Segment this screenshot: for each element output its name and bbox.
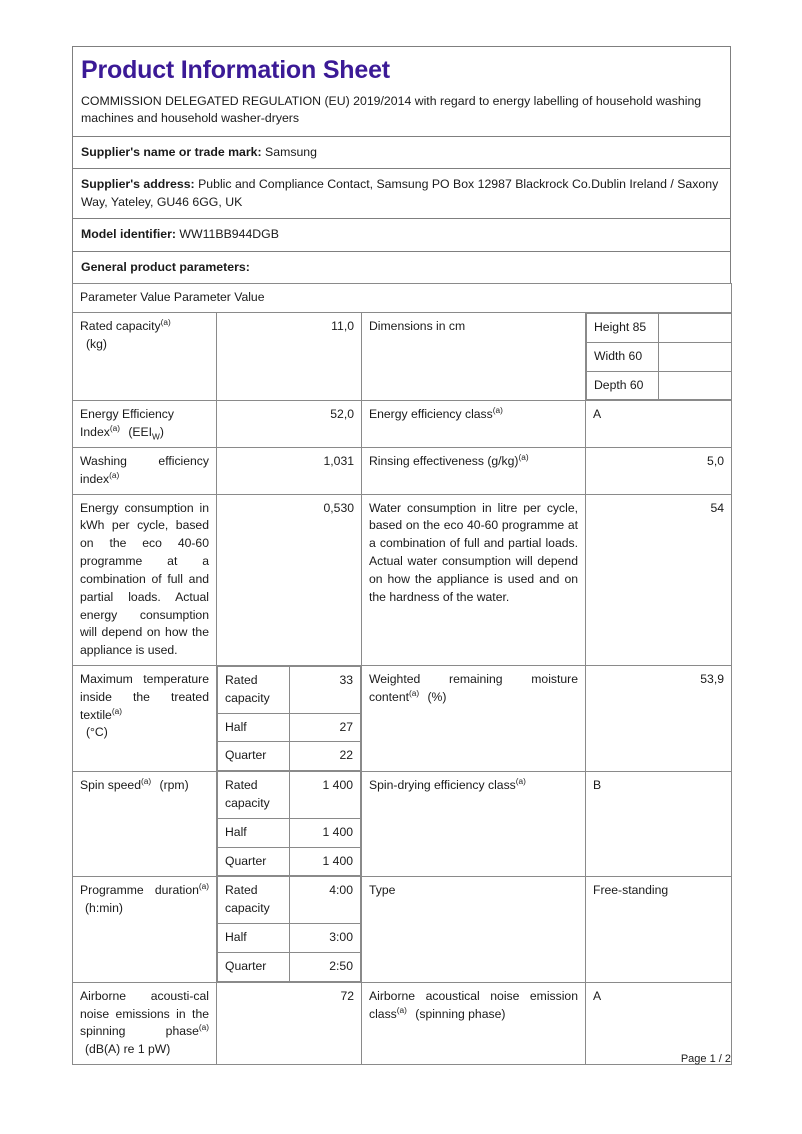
subrow-label: Quarter (218, 742, 290, 771)
energy-consumption-value: 0,530 (217, 494, 362, 665)
footnote-marker: (a) (515, 775, 526, 786)
model-identifier-value: WW11BB944DGB (179, 227, 279, 242)
subrow-value: 2:50 (290, 952, 361, 981)
subrow-rated-capacity (218, 772, 361, 819)
rated-capacity-unit: (kg) (86, 336, 107, 351)
rinsing-effectiveness-value: 5,0 (586, 448, 732, 495)
max-temperature-subtable-cell (217, 665, 362, 771)
subrow-rated-capacity (218, 666, 361, 713)
supplier-address-value: Public and Compliance Contact, Samsung PO Box 12987 Blackrock Co.Dublin Ireland / Saxony Way, Yateley, GU46 6GG, UK (81, 177, 719, 209)
washing-efficiency-value: 1,031 (217, 448, 362, 495)
subrow-label: Rated capacity (218, 772, 290, 819)
spin-drying-class-param-text: Spin-drying efficiency class (369, 777, 516, 792)
subrow-quarter (218, 847, 361, 876)
subrow-label: Rated capacity (218, 877, 290, 924)
subrow-value: 3:00 (290, 924, 361, 953)
model-identifier-label: Model identifier: (81, 227, 176, 242)
table-row-washing-efficiency-index (73, 448, 732, 495)
column-header-left: Parameter Value Parameter Value (73, 284, 362, 313)
subrow-label: Half (218, 713, 290, 742)
spin-speed-subtable-cell (217, 771, 362, 876)
footnote-marker: (a) (198, 880, 209, 891)
footnote-marker: (a) (396, 1004, 407, 1015)
rinsing-effectiveness-param (362, 448, 586, 495)
subrow-value: 4:00 (290, 877, 361, 924)
general-parameters-row (73, 251, 730, 283)
spin-drying-class-value: B (586, 771, 732, 876)
programme-duration-subtable-cell (217, 876, 362, 982)
footnote-marker: (a) (109, 423, 120, 434)
eei-symbol-close: ) (159, 425, 164, 440)
airborne-noise-unit: (dB(A) re 1 pW) (85, 1042, 171, 1057)
footnote-marker: (a) (141, 775, 152, 786)
footnote-marker: (a) (109, 469, 120, 480)
supplier-name-row (73, 136, 730, 168)
supplier-address-label: Supplier's address: (81, 177, 195, 192)
airborne-noise-class-value: A (586, 982, 732, 1064)
subrow-value: 1 400 (290, 772, 361, 819)
footnote-marker: (a) (198, 1022, 209, 1033)
eei-value: 52,0 (217, 401, 362, 448)
table-row-max-temperature (73, 665, 732, 771)
dimensions-cell (586, 312, 732, 400)
table-row-programme-duration (73, 876, 732, 982)
rated-capacity-param (73, 312, 217, 400)
subrow-value: 1 400 (290, 818, 361, 847)
subrow-half (218, 713, 361, 742)
dimension-height: Height 85 (587, 313, 659, 342)
dimension-row-width (587, 342, 732, 371)
subrow-label: Half (218, 924, 290, 953)
model-identifier-row (73, 218, 730, 250)
dimensions-table (586, 313, 732, 400)
dimension-width: Width 60 (587, 342, 659, 371)
programme-duration-subtable (217, 876, 361, 981)
water-consumption-param: Water consumption in litre per cycle, based on the eco 40-60 programme at a combination of full and partial loads. Actual water consumption will depend on how the appliance is used and on the hardness of the water. (362, 494, 586, 665)
max-temperature-unit: (°C) (86, 725, 108, 740)
type-param: Type (362, 876, 586, 982)
programme-duration-param (73, 876, 217, 982)
airborne-noise-class-param-text: Airborne acoustical noise emission class (369, 988, 578, 1021)
table-row-energy-efficiency-index (73, 401, 732, 448)
dimension-width-blank (659, 342, 732, 371)
energy-class-value: A (586, 401, 732, 448)
footnote-marker: (a) (408, 687, 420, 698)
title-cell (73, 47, 730, 136)
table-header-row (73, 284, 732, 313)
dimension-row-height (587, 313, 732, 342)
footnote-marker: (a) (160, 316, 171, 327)
rated-capacity-param-text: Rated capacity (80, 318, 161, 333)
table-row-energy-consumption (73, 494, 732, 665)
washing-efficiency-param-text: Washing efficiency index (80, 454, 209, 486)
supplier-name-value: Samsung (265, 144, 317, 159)
column-header-right (586, 284, 732, 313)
moisture-content-param-text: Weighted remaining moisture content (369, 671, 578, 704)
type-value: Free-standing (586, 876, 732, 982)
dimension-height-blank (659, 313, 732, 342)
spin-speed-param-text: Spin speed (80, 777, 141, 792)
dimension-row-depth (587, 371, 732, 400)
programme-duration-unit: (h:min) (85, 900, 123, 915)
rated-capacity-value: 11,0 (217, 312, 362, 400)
subrow-label: Quarter (218, 952, 290, 981)
max-temperature-subtable (217, 666, 361, 771)
rinsing-effectiveness-param-text: Rinsing effectiveness (g/kg) (369, 454, 519, 469)
dimension-depth-blank (659, 371, 732, 400)
general-parameters-label: General product parameters: (81, 259, 250, 274)
airborne-noise-param-text: Airborne acousti-cal noise emissions in the spinning phase (80, 988, 209, 1039)
dimension-depth: Depth 60 (587, 371, 659, 400)
eei-param (73, 401, 217, 448)
spin-speed-unit: (rpm) (159, 777, 189, 792)
document-header-block (72, 46, 731, 283)
footnote-marker: (a) (518, 451, 529, 462)
table-row-rated-capacity (73, 312, 732, 400)
spin-speed-subtable (217, 771, 361, 876)
energy-consumption-param: Energy consumption in kWh per cycle, based on the eco 40-60 programme at a combination of full and partial loads. Actual energy consumption will depend on how the appliance is used. (73, 494, 217, 665)
subrow-value: 33 (290, 666, 361, 713)
subrow-half (218, 924, 361, 953)
max-temperature-param-text: Maximum temperature inside the treated textile (80, 671, 209, 722)
spin-speed-param (73, 771, 217, 876)
airborne-noise-class-unit: (spinning phase) (415, 1006, 506, 1021)
max-temperature-param (73, 665, 217, 771)
product-information-sheet (72, 46, 731, 1065)
subrow-value: 22 (290, 742, 361, 771)
subrow-label: Half (218, 818, 290, 847)
dimensions-param: Dimensions in cm (362, 312, 586, 400)
subrow-value: 1 400 (290, 847, 361, 876)
product-parameters-table (72, 283, 732, 1065)
subrow-quarter (218, 952, 361, 981)
subrow-label: Quarter (218, 847, 290, 876)
water-consumption-value: 54 (586, 494, 732, 665)
eei-subscript: W (152, 431, 160, 442)
subrow-value: 27 (290, 713, 361, 742)
supplier-address-row (73, 168, 730, 218)
airborne-noise-value: 72 (217, 982, 362, 1064)
subrow-rated-capacity (218, 877, 361, 924)
energy-class-param-text: Energy efficiency class (369, 407, 493, 422)
moisture-content-value: 53,9 (586, 665, 732, 771)
moisture-content-unit: (%) (427, 689, 447, 704)
moisture-content-param (362, 665, 586, 771)
programme-duration-param-text: Programme duration (80, 882, 199, 897)
eei-param-line1: Energy Efficiency (80, 407, 174, 422)
supplier-name-label: Supplier's name or trade mark: (81, 144, 262, 159)
eei-param-line2: Index (80, 425, 110, 440)
table-row-spin-speed (73, 771, 732, 876)
subrow-label: Rated capacity (218, 666, 290, 713)
page-number: Page 1 / 2 (680, 1053, 731, 1065)
page-title: Product Information Sheet (81, 56, 390, 84)
energy-class-param (362, 401, 586, 448)
eei-symbol: (EEI (128, 425, 153, 440)
footnote-marker: (a) (492, 405, 503, 416)
page-footer (72, 1053, 731, 1065)
subrow-quarter (218, 742, 361, 771)
footnote-marker: (a) (111, 705, 122, 716)
spin-drying-class-param (362, 771, 586, 876)
washing-efficiency-param (73, 448, 217, 495)
regulation-subtitle: COMMISSION DELEGATED REGULATION (EU) 2019/2014 with regard to energy labelling of household washing machines and household washer-dryers (81, 94, 702, 126)
column-header-mid (362, 284, 586, 313)
subrow-half (218, 818, 361, 847)
